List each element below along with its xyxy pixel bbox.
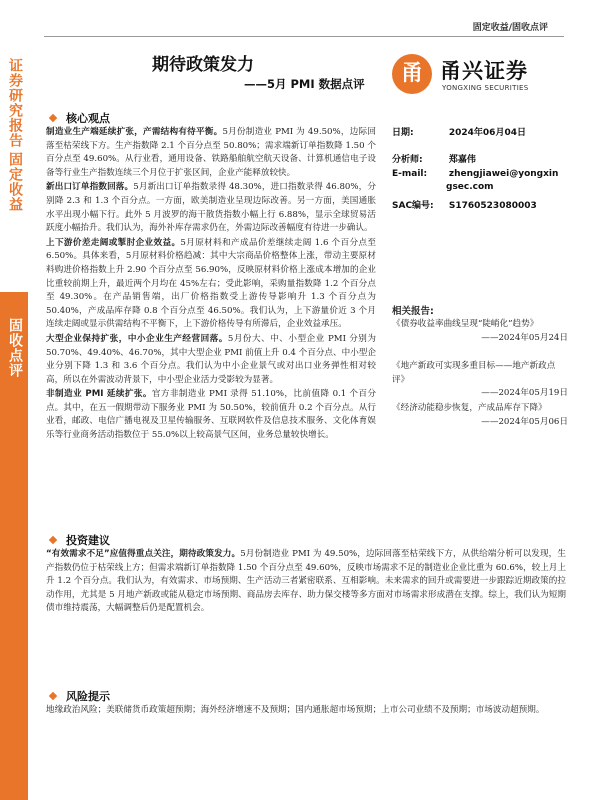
core-body bbox=[46, 126, 376, 444]
analyst-label: 分析师: bbox=[392, 155, 423, 165]
report-title: 期待政策发力 bbox=[152, 55, 254, 75]
analyst-value: 郑嘉伟 bbox=[448, 155, 476, 165]
sac-row bbox=[392, 198, 537, 211]
report-category: 固定收益/固收点评 bbox=[472, 23, 548, 33]
core-heading: 核心观点 bbox=[46, 110, 110, 126]
date-row bbox=[392, 125, 526, 138]
related-item[interactable] bbox=[392, 402, 568, 429]
risk-paragraph: 地缘政治风险；美联储货币政策超预期；海外经济增速不及预期；国内通胀超市场预期；上市公司业绩不及预期；市场波动超预期。 bbox=[46, 705, 545, 715]
sac-value: S1760523080003 bbox=[448, 201, 537, 211]
related-heading: 相关报告: bbox=[392, 306, 434, 317]
diamond-bullet-icon bbox=[49, 536, 57, 544]
company-logo bbox=[392, 52, 562, 98]
report-subtitle: ——5月 PMI 数据点评 bbox=[244, 77, 365, 91]
logo-name-en: YONGXING SECURITIES bbox=[442, 84, 529, 92]
email-row-cont bbox=[446, 182, 494, 192]
sidebar-label-comment: 固收点评 bbox=[7, 318, 23, 378]
core-paragraph: 制造业生产端延续扩张，产需结构有待平衡。5月份制造业 PMI 为 49.50%，边际回落至枯荣线下方。生产指数降 2.1 个百分点至 50.80%；需求端新订单指数降 1.50 个百分点至 49.60%。从行业看，通用设备、铁路船舶航空航天设备、计算机通信电子设备等行业生产指数连续三个月位于扩张区间，企业产能释放较快。 bbox=[46, 127, 376, 178]
email-row bbox=[392, 169, 558, 179]
email-value-2[interactable]: gsec.com bbox=[446, 182, 494, 192]
left-sidebar bbox=[0, 0, 28, 800]
core-paragraph: 上下游价差走阔或掣肘企业效益。5月原材料和产成品价差继续走阔 1.6 个百分点至 6.50%。具体来看，5月原材料价格趋减：其中大宗商品价格整体上涨，带动主要原材料购进价格指数上升 2.90 个百分点至 56.90%，反映原材料价格上涨成本增加的企业比重较前期上升，最近两个月均在 45%左右；受此影响，采购量指数降 1.2 个百分点至 49.30%。在产品销售端，出厂价格指数受上游传导影响升 1.3 个百分点为 50.40%，产成品库存降 0.8 个百分点至 46.50%。我们认为，上下游量价近 3 个月连续走阔或显示供需结构不平衡下，上下游价格传导有所滞后，企业效益承压。 bbox=[46, 237, 376, 330]
invest-heading: 投资建议 bbox=[46, 532, 110, 548]
related-title[interactable]: 《地产新政可实现多重目标——地产新政点评》 bbox=[392, 361, 556, 385]
risk-body bbox=[46, 704, 566, 719]
sidebar-label-fixed-income: 固定收益 bbox=[7, 152, 23, 212]
related-date: ——2024年05月06日 bbox=[481, 416, 568, 427]
analyst-row bbox=[392, 152, 476, 165]
date-label: 日期: bbox=[392, 128, 414, 138]
invest-paragraph: “有效需求不足”应值得重点关注，期待政策发力。5月份制造业 PMI 为 49.50%，边际回落至枯荣线下方，从供给端分析可以发现，生产指数仍位于枯荣线上方；但需求端新订单指数降 1.50 个百分点至 49.60%，反映市场需求不足的制造业企业比重为 60.6%，较上月上升 1.2 个百分点。我们认为，有效需求、市场预期、生产活动三者紧密联系、互相影响。未来需求的回升或需要进一步跟踪近期政策的拉动作用，尤其是 5 月地产新政或能从稳定市场预期、商品房去库存、助力保交楼等多方面对市场需求形成潜在支撑。综上，我们认为短期债市维持震荡，大幅调整后仍是配置机会。 bbox=[46, 549, 566, 614]
logo-mark-icon: 甬 bbox=[392, 54, 432, 94]
date-value: 2024年06月04日 bbox=[448, 128, 526, 138]
sidebar-label-research: 证券研究报告 bbox=[7, 58, 23, 148]
core-paragraph: 新出口订单指数回落。5月新出口订单指数录得 48.30%，进口指数录得 46.80%，分别降 2.3 和 1.3 个百分点。一方面，欧美制造业呈现边际改善。另一方面，美国通胀水平出现小幅下行。此外 5 月波罗的海干散货指数小幅上行 6.88%，显示全球贸易活跃度小幅抬升。我们认为，海外补库存需求仍在，外需边际改善幅度有待进一步确认。 bbox=[46, 182, 376, 234]
related-title[interactable]: 《经济动能稳步恢复，产成品库存下降》 bbox=[392, 403, 547, 413]
diamond-bullet-icon bbox=[49, 692, 57, 700]
core-paragraph: 大型企业保持扩张，中小企业生产经营回落。5月份大、中、小型企业 PMI 分别为 50.70%、49.40%、46.70%，其中大型企业 PMI 前值上升 0.4 个百分点、中小型企业分别下降 1.3 和 3.6 个百分点。我们认为中小企业景气或对出口业务弹性相对较高，所以在外需波动背景下，中小型企业活力受影较为显著。 bbox=[46, 333, 376, 385]
email-label: E-mail: bbox=[392, 169, 428, 179]
invest-body bbox=[46, 548, 566, 617]
core-paragraph: 非制造业 PMI 延续扩张。官方非制造业 PMI 录得 51.10%，比前值降 0.1 个百分点。其中，在五一假期带动下服务业 PMI 为 50.50%，较前值升 0.2 个百分点。从行业看，邮政、电信广播电视及卫星传输服务、互联网软件及信息技术服务、文化体育娱乐等行业商务活动指数位于 55.0%以上较高景气区间，业务总量较快增长。 bbox=[46, 389, 376, 441]
header-divider bbox=[44, 36, 564, 37]
related-item[interactable] bbox=[392, 318, 568, 345]
related-item[interactable] bbox=[392, 360, 568, 401]
related-date: ——2024年05月24日 bbox=[481, 332, 568, 343]
sac-label: SAC编号: bbox=[392, 201, 434, 211]
email-value-1[interactable]: zhengjiawei@yongxin bbox=[448, 169, 559, 179]
related-title[interactable]: 《债券收益率曲线呈现“陡峭化”趋势》 bbox=[392, 319, 539, 329]
diamond-bullet-icon bbox=[49, 114, 57, 122]
logo-name-cn: 甬兴证券 bbox=[440, 59, 528, 83]
risk-heading: 风险提示 bbox=[46, 688, 110, 704]
related-date: ——2024年05月19日 bbox=[481, 388, 568, 398]
